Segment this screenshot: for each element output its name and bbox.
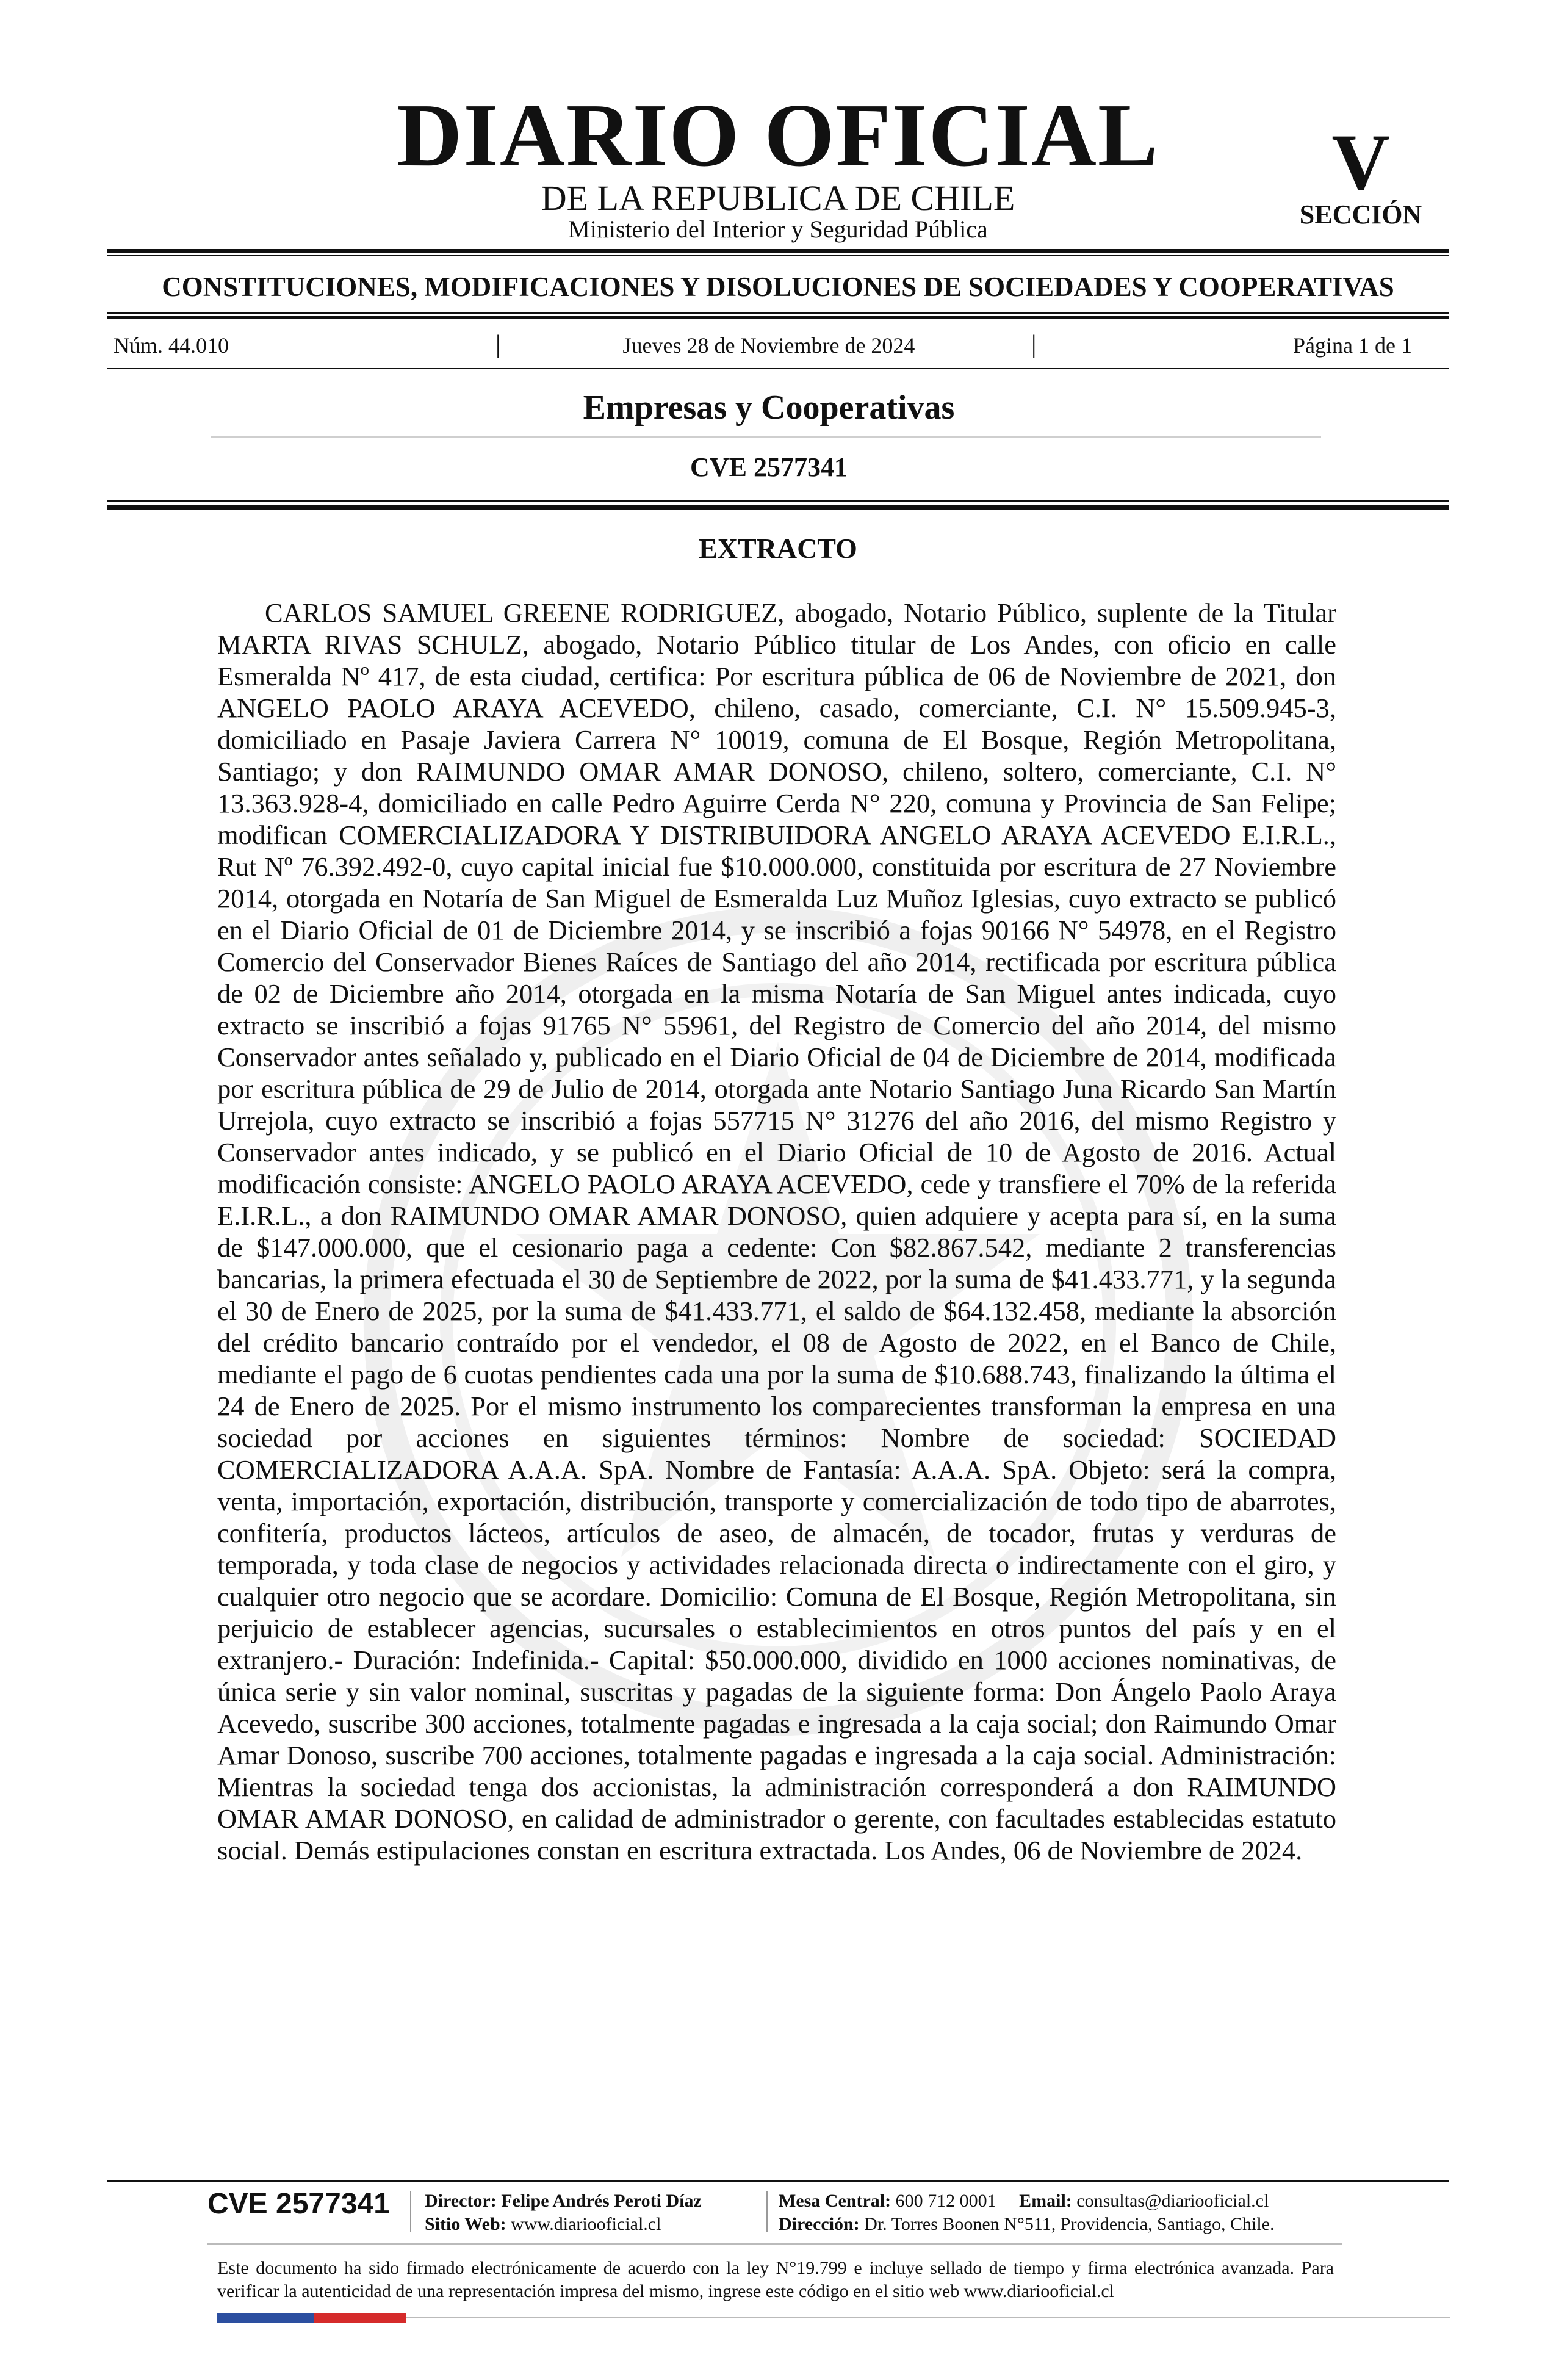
web-label: Sitio Web: [425, 2214, 506, 2234]
issue-number: Núm. 44.010 [113, 333, 229, 358]
issue-page: Página 1 de 1 [1293, 333, 1412, 358]
phone-label: Mesa Central: [779, 2191, 891, 2211]
issue-separator: | [1031, 331, 1037, 359]
email-link[interactable]: consultas@diariooficial.cl [1076, 2191, 1269, 2211]
footer-divider [410, 2191, 411, 2232]
rule-mid-thin [107, 312, 1449, 314]
footer-divider [766, 2191, 768, 2232]
issue-separator: | [495, 331, 501, 359]
organization-heading: Empresas y Cooperativas [583, 389, 955, 427]
section-word: SECCIÓN [1299, 200, 1422, 229]
document-body: CARLOS SAMUEL GREENE RODRIGUEZ, abogado, Notario Público, suplente de la Titular MARTA RIVAS SCHULZ, abogado, Notario Público titular de Los Andes, con oficio en calle Esmeralda Nº 417, de esta ciudad, certifica: Por escritura pública de 06 de Noviembre de 2021, don ANGELO PAOLO ARAYA ACEVEDO, chileno, casado, comerciante, C.I. N° 15.509.945-3, domiciliado en Pasaje Javiera Carrera N° 10019, comuna de El Bosque, Región Metropolitana, Santiago; y don RAIMUNDO OMAR AMAR DONOSO, chileno, soltero, comerciante, C.I. N° 13.363.928-4, domiciliado en calle Pedro Aguirre Cerda N° 220, comuna y Provincia de San Felipe; modifican COMERCIALIZADORA Y DISTRIBUIDORA ANGELO ARAYA ACEVEDO E.I.R.L., Rut Nº 76.392.492-0, cuyo capital inicial fue $10.000.000, constituida por escritura de 27 Noviembre 2014, otorgada en Notaría de San Miguel de Esmeralda Luz Muñoz Iglesias, cuyo extracto se publicó en el Diario Oficial de 01 de Diciembre 2014, y se inscribió a fojas 90166 N° 54978, en el Registro Comercio del Conservador Bienes Raíces de Santiago del año 2014, rectificada por escritura pública de 02 de Diciembre año 2014, otorgada en la misma Notaría de San Miguel antes indicada, cuyo extracto se inscribió a fojas 91765 N° 55961, del Registro de Comercio del año 2014, del mismo Conservador antes señalado y, publicado en el Diario Oficial de 04 de Diciembre de 2014, modificada por escritura pública de 29 de Julio de 2014, otorgada ante Notario Santiago Juna Ricardo San Martín Urrejola, cuyo extracto se inscribió a fojas 557715 N° 31276 del año 2016, del mismo Registro y Conservador antes indicado, y se publicó en el Diario Oficial de 10 de Agosto de 2016. Actual modificación consiste: ANGELO PAOLO ARAYA ACEVEDO, cede y transfiere el 70% de la referida E.I.R.L., a don RAIMUNDO OMAR AMAR DONOSO, quien adquiere y acepta para sí, en la suma de $147.000.000, que el cesionario paga a cedente: Con $82.867.542, mediante 2 transferencias bancarias, la primera efectuada el 30 de Septiembre de 2022, por la suma de $41.433.771, y la segunda el 30 de Enero de 2025, por la suma de $41.433.771, el saldo de $64.132.458, mediante la absorción del crédito bancario contraído por el vendedor, el 08 de Agosto de 2022, en el Banco de Chile, mediante el pago de 6 cuotas pendientes cada una por la suma de $10.688.743, finalizando la última el 24 de Enero de 2025. Por el mismo instrumento los comparecientes transforman la empresa en una sociedad por acciones en siguientes términos: Nombre de sociedad: SOCIEDAD COMERCIALIZADORA A.A.A. SpA. Nombre de Fantasía: A.A.A. SpA. Objeto: será la compra, venta, importación, exportación, distribución, transporte y comercialización de todo tipo de abarrotes, confitería, productos lácteos, artículos de aseo, de almacén, de tocador, frutas y verduras de temporada, y toda clase de negocios y actividades relacionada directa o indirectamente con el giro, y cualquier otro negocio que se acordare. Domicilio: Comuna de El Bosque, Región Metropolitana, sin perjuicio de establecer agencias, sucursales o establecimientos en otros puntos del país y en el extranjero.- Duración: Indefinida.- Capital: $50.000.000, dividido en 1000 acciones nominativas, de única serie y sin valor nominal, suscritas y pagadas de la siguiente forma: Don Ángelo Paolo Araya Acevedo, suscribe 300 acciones, totalmente pagadas e ingresada a la caja social; don Raimundo Omar Amar Donoso, suscribe 700 acciones, totalmente pagadas e ingresada a la caja social. Administración: Mientras la sociedad tenga dos accionistas, la administración corresponderá a don RAIMUNDO OMAR AMAR DONOSO, en calidad de administrador o gerente, con facultades establecidas estatuto social. Demás estipulaciones constan en escritura extractada. Los Andes, 06 de Noviembre de 2024. [217, 597, 1336, 1866]
section-letter: V [1331, 117, 1390, 207]
footer-contact-block [779, 2190, 1275, 2236]
rule-top-thin [107, 255, 1449, 256]
web-link[interactable]: www.diariooficial.cl [511, 2214, 661, 2234]
footer-cve: CVE 2577341 [207, 2188, 390, 2220]
rule-mid-thick [107, 316, 1449, 319]
rule-top-thick [107, 249, 1449, 253]
category-heading: CONSTITUCIONES, MODIFICACIONES Y DISOLUCIONES DE SOCIEDADES Y COOPERATIVAS [162, 272, 1394, 302]
cve-code: CVE 2577341 [690, 452, 848, 482]
director-label: Director: [425, 2191, 497, 2211]
footer-rule-2 [207, 2243, 1342, 2245]
phone-value: 600 712 0001 [895, 2191, 996, 2211]
email-label: Email: [1019, 2191, 1072, 2211]
rule-issue-bottom [107, 368, 1449, 369]
ribbon-red [314, 2313, 406, 2323]
address-label: Dirección: [779, 2214, 860, 2234]
masthead-ministry: Ministerio del Interior y Seguridad Pública [568, 215, 988, 243]
masthead-title: DIARIO OFICIAL [397, 85, 1159, 186]
director-value: Felipe Andrés Peroti Díaz [501, 2191, 702, 2211]
footer-note: Este documento ha sido firmado electrónicamente de acuerdo con la ley N°19.799 e incluye sellado de tiempo y firma electrónica avanzada. Para verificar la autenticidad de una representación impresa del mismo, ingrese este código en el sitio web www.diariooficial.cl [217, 2258, 1334, 2301]
footer-rule [107, 2180, 1449, 2182]
footer-director-block [425, 2190, 702, 2236]
address-value: Dr. Torres Boonen N°511, Providencia, Santiago, Chile. [864, 2214, 1275, 2234]
rule-cve-thin [107, 500, 1449, 502]
org-underline [211, 436, 1321, 438]
issue-date: Jueves 28 de Noviembre de 2024 [622, 333, 915, 358]
document-title: EXTRACTO [699, 533, 857, 564]
ribbon-rule [406, 2317, 1450, 2318]
ribbon-blue [217, 2313, 314, 2323]
masthead-subtitle: DE LA REPUBLICA DE CHILE [541, 178, 1015, 218]
rule-cve-thick [107, 505, 1449, 510]
